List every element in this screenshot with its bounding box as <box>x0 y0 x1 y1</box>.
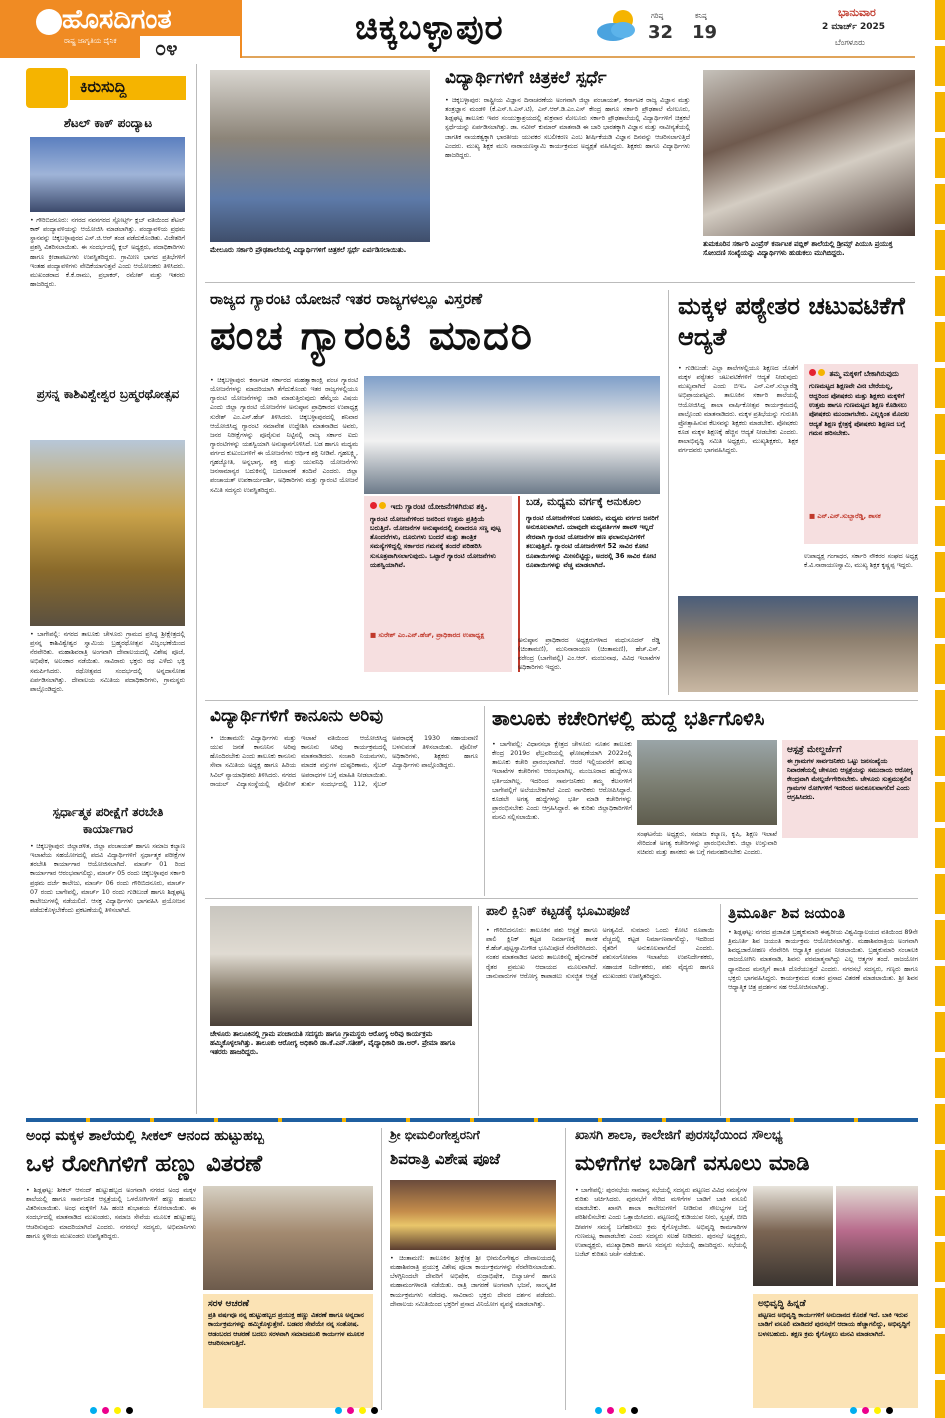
newspaper-logo-icon <box>36 9 62 35</box>
birthday-body: • ಶಿಡ್ಲಘಟ್ಟ: ಶೀಕಲ್ ಆನಂದ್ ಹುಟ್ಟುಹಬ್ಬದ ಅಂಗವಾಗಿ ನಗರದ ಅಂಧ ಮಕ್ಕಳ ಶಾಲೆಯಲ್ಲಿ ಹಾಗೂ ಸಾರ್ವಜನಿಕ ಆಸ್ಪತ್ರೆಯಲ್ಲಿ ಒಳರೋಗಿಗಳಿಗೆ ಹಣ್ಣು ಹಂಪಲು ವಿತರಿಸಲಾಯಿತು. ಅಂಧ ಮಕ್ಕಳಿಗೆ ಸಿಹಿ ಹಂಚಿ ಶುಭಾಶಯ ಕೋರಲಾಯಿತು. ಈ ಸಂದರ್ಭದಲ್ಲಿ ಮಾತನಾಡಿದ ಮುಖಂಡರು, ಸಮಾಜ ಸೇವೆಯ ಮೂಲಕ ಹುಟ್ಟುಹಬ್ಬ ಆಚರಿಸುವುದು ಮಾದರಿಯಾಗಿದೆ ಎಂದರು. ನಗರಸಭೆ ಸದಸ್ಯರು, ಅಭಿಮಾನಿಗಳು ಹಾಗೂ ಸ್ಥಳೀಯ ಮುಖಂಡರು ಉಪಸ್ಥಿತರಿದ್ದರು. <box>26 1187 196 1240</box>
taluk-office-photo <box>637 740 777 825</box>
guarantee-event-photo <box>364 376 660 494</box>
registration-marks <box>850 1407 895 1414</box>
art-contest-headline: ವಿದ್ಯಾರ್ಥಿಗಳಿಗೆ ಚಿತ್ರಕಲೆ ಸ್ಪರ್ಧೆ <box>445 68 607 88</box>
registration-marks <box>595 1407 640 1414</box>
shuttlecock-team-photo <box>30 137 185 212</box>
edition-title: ಚಿಕ್ಕಬಳ್ಳಾಪುರ <box>355 8 504 48</box>
extracurricular-quote-title: ತಮ್ಮ ಮಕ್ಕಳಿಗೆ ಬೇಕಾಗಿರುವುದು <box>829 370 899 378</box>
bullet-icon <box>370 502 377 509</box>
kiru-item2-body: • ಬಾಗೇಪಲ್ಲಿ: ನಗರದ ತಾಲೂಕು ಚೇಳೂರು ಗ್ರಾಮದ ಪ್ರಸಿದ್ಧ ಶ್ರೀಕ್ಷೇತ್ರದಲ್ಲಿ ಪ್ರಸನ್ನ ಕಾಶಿವಿಶ್ವೇಶ್ವರ ಸ್ವಾಮಿಯ ಬ್ರಹ್ಮರಥೋತ್ಸವ ವಿಜೃಂಭಣೆಯಿಂದ ನೆರವೇರಿತು. ಮಹಾಶಿವರಾತ್ರಿ ಅಂಗವಾಗಿ ದೇವಾಲಯದಲ್ಲಿ ವಿಶೇಷ ಪೂಜೆ, ಅಭಿಷೇಕ, ಅಲಂಕಾರ ನಡೆಯಿತು. ಸಾವಿರಾರು ಭಕ್ತರು ರಥ ಎಳೆದು ಭಕ್ತಿ ಸಮರ್ಪಿಸಿದರು. ರಥೋತ್ಸವದ ಸಂದರ್ಭದಲ್ಲಿ ಅನ್ನದಾಸೋಹ ಏರ್ಪಡಿಸಲಾಗಿತ್ತು. ದೇವಾಲಯ ಸಮಿತಿಯ ಪದಾಧಿಕಾರಿಗಳು, ಗ್ರಾಮಸ್ಥರು ಪಾಲ್ಗೊಂಡಿದ್ದರು. <box>30 631 185 693</box>
birthday-kicker: ಅಂಧ ಮಕ್ಕಳ ಶಾಲೆಯಲ್ಲಿ ಸೀಕಲ್ ಆನಂದ ಹುಟ್ಟುಹಬ್ಬ <box>26 1128 264 1144</box>
newspaper-logo: ಹೊಸದಿಗಂತ <box>62 4 172 35</box>
kiru-item1-title: ಶೆಟಲ್ ಕಾಕ್ ಪಂದ್ಯಾಟ <box>63 116 153 130</box>
guarantee-side-title: ಬಡ, ಮಧ್ಯಮ ವರ್ಗಕ್ಕೆ ಅನುಕೂಲ <box>526 496 641 508</box>
side-color-strip <box>935 0 945 1418</box>
temp-max: 32 <box>648 22 674 43</box>
guarantee-side-body2: ಅನುಷ್ಠಾನ ಪ್ರಾಧಿಕಾರದ ಅಧ್ಯಕ್ಷರುಗಳಾದ ಮಧುಸೂದನ್ ರೆಡ್ಡಿ (ಚಿಂತಾಮಣಿ), ಮುನಿನಾರಾಯಣ (ಚಿಂತಾಮಣಿ), ಹೆಚ್.ಎಸ್. ನರೇಂದ್ರ (ಬಾಗೇಪಲ್ಲಿ) ಎಂ.ಆರ್. ಮಂಜುನಾಥ, ವಿವಿಧ ಇಲಾಖೆಗಳ ಅಧಿಕಾರಿಗಳು ಇದ್ದರು. <box>518 637 660 672</box>
rent-box-title: ಅಭಿವೃದ್ಧಿ ಹಿನ್ನಡೆ <box>758 1299 806 1309</box>
date: 2 ಮಾರ್ಚ್ 2025 <box>822 22 886 32</box>
kiru-item3-title: ಸ್ಪರ್ಧಾತ್ಮಕ ಪರೀಕ್ಷೆಗೆ ತರಬೇತಿ ಕಾರ್ಯಾಗಾರ <box>52 805 164 836</box>
school-anniversary-photo <box>678 596 918 692</box>
guarantee-body: • ಚಿಕ್ಕಬಳ್ಳಾಪುರ: ಕರ್ನಾಟಕ ಸರ್ಕಾರದ ಮಹತ್ವಾಕಾಂಕ್ಷಿ ಪಂಚ ಗ್ಯಾರಂಟಿ ಯೋಜನೆಗಳನ್ನು ಮಾದರಿಯಾಗಿ ತೆಗೆದುಕೊಂಡು ಇತರ ರಾಜ್ಯಗಳಲ್ಲಿಯೂ ಗ್ಯಾರಂಟಿ ಯೋಜನೆಗಳನ್ನು ಜಾರಿ ಮಾಡುತ್ತಿರುವುದು ಹೆಮ್ಮೆಯ ವಿಷಯ ಎಂದು ಜಿಲ್ಲಾ ಗ್ಯಾರಂಟಿ ಯೋಜನೆಗಳ ಅನುಷ್ಠಾನ ಪ್ರಾಧಿಕಾರದ ಉಪಾಧ್ಯಕ್ಷ ಸುರೇಶ್ ಎಂ.ಎನ್.ಹೆಚ್ ತಿಳಿಸಿದರು. ಚಿಕ್ಕಬಳ್ಳಾಪುರದಲ್ಲಿ ಶನಿವಾರ ಆಯೋಜಿಸಿದ್ದ ಗ್ಯಾರಂಟಿ ಸಮಾವೇಶ ಉದ್ದೇಶಿಸಿ ಮಾತನಾಡಿದ ಅವರು, ಜನರ ನಿರೀಕ್ಷೆಗಳನ್ನು ಪೂರೈಸುವ ನಿಟ್ಟಿನಲ್ಲಿ ರಾಜ್ಯ ಸರ್ಕಾರ ಐದು ಗ್ಯಾರಂಟಿಗಳನ್ನು ಯಶಸ್ವಿಯಾಗಿ ಅನುಷ್ಠಾನಗೊಳಿಸಿದೆ. ಬಡ ಹಾಗೂ ಮಧ್ಯಮ ವರ್ಗದ ಕುಟುಂಬಗಳಿಗೆ ಈ ಯೋಜನೆಗಳು ಆರ್ಥಿಕ ಶಕ್ತಿ ನೀಡಿವೆ. ಗೃಹಲಕ್ಷ್ಮಿ, ಗೃಹಜ್ಯೋತಿ, ಅನ್ನಭಾಗ್ಯ, ಶಕ್ತಿ ಮತ್ತು ಯುವನಿಧಿ ಯೋಜನೆಗಳು ಜನಸಾಮಾನ್ಯರ ಬದುಕಿನಲ್ಲಿ ಬದಲಾವಣೆ ತಂದಿವೆ ಎಂದರು. ಜಿಲ್ಲಾ ಪಂಚಾಯತ್ ಉಪಕಾರ್ಯದರ್ಶಿ, ಅಧಿಕಾರಿಗಳು ಮತ್ತು ಗ್ಯಾರಂಟಿ ಯೋಜನೆ ಸಮಿತಿ ಸದಸ್ಯರು ಉಪಸ್ಥಿತರಿದ್ದರು. <box>210 377 358 494</box>
taluk-body2: ಸಂಘಟನೆಯ ಅಧ್ಯಕ್ಷರು, ಸಮಾಜ ಕಲ್ಯಾಣ, ಕೃಷಿ, ಶಿಕ್ಷಣ ಇಲಾಖೆ ಸೇರಿದಂತೆ ಅಗತ್ಯ ಕಚೇರಿಗಳನ್ನು ಪ್ರಾರಂಭಿಸಬೇಕು. ಜಿಲ್ಲಾ ಉಸ್ತುವಾರಿ ಸಚಿವರು ಮತ್ತು ಶಾಸಕರು ಈ ಬಗ್ಗೆ ಗಮನಹರಿಸಬೇಕು ಎಂದರು. <box>637 831 777 857</box>
section-divider <box>26 1118 918 1122</box>
councillor-photo-1 <box>753 1186 833 1286</box>
temp-max-label: ಗರಿಷ್ಠ <box>651 12 664 20</box>
kiru-title: ಕಿರುಸುದ್ದಿ <box>80 77 127 96</box>
shiva-body: • ಶಿಡ್ಲಘಟ್ಟ: ನಗರದ ಪ್ರಜಾಪಿತ ಬ್ರಹ್ಮಕುಮಾರಿ ಈಶ್ವರೀಯ ವಿಶ್ವವಿದ್ಯಾಲಯದ ವತಿಯಿಂದ 89ನೇ ತ್ರಿಮೂರ್ತಿ ಶಿವ ಜಯಂತಿ ಕಾರ್ಯಕ್ರಮ ಆಯೋಜಿಸಲಾಗಿತ್ತು. ಮಹಾಶಿವರಾತ್ರಿಯ ಅಂಗವಾಗಿ ಶಿವಧ್ವಜಾರೋಹಣ ನೆರವೇರಿಸಿ ಆಧ್ಯಾತ್ಮಿಕ ಪ್ರವಚನ ನೀಡಲಾಯಿತು. ಬ್ರಹ್ಮಕುಮಾರಿ ಸಂಚಾಲಕಿ ರಾಜಯೋಗಿನಿ ಮಾತನಾಡಿ, ಶಿವನು ಪರಮಾತ್ಮನಾಗಿದ್ದು ಎಲ್ಲ ಆತ್ಮಗಳ ತಂದೆ. ರಾಜಯೋಗ ಧ್ಯಾನದಿಂದ ಮನಸ್ಸಿಗೆ ಶಾಂತಿ ದೊರೆಯುತ್ತದೆ ಎಂದರು. ನಗರಸಭೆ ಸದಸ್ಯರು, ಗಣ್ಯರು ಹಾಗೂ ಭಕ್ತರು ಭಾಗವಹಿಸಿದ್ದರು. ಕಾರ್ಯಕ್ರಮದ ನಂತರ ಪ್ರಸಾದ ವಿತರಣೆ ಮಾಡಲಾಯಿತು. ಶ್ರೀ ಶಿವನ ಆಧ್ಯಾತ್ಮಿಕ ಚಿತ್ರ ಪ್ರದರ್ಶನ ಸಹ ಆಯೋಜಿಸಲಾಗಿತ್ತು. <box>728 929 918 991</box>
extracurricular-body: • ಗುಡಿಬಂಡೆ: ಎಲ್ಲಾ ಶಾಲೆಗಳಲ್ಲಿಯೂ ಶಿಕ್ಷಣದ ಜೊತೆಗೆ ಮಕ್ಕಳ ಪಠ್ಯೇತರ ಚಟುವಟಿಕೆಗಳಿಗೆ ಆದ್ಯತೆ ನೀಡುವುದು ಮುಖ್ಯವಾಗಿದೆ ಎಂದು ಬಿಇಒ ಎನ್.ಎನ್.ಸುಬ್ಬಾರೆಡ್ಡಿ ಅಭಿಪ್ರಾಯಪಟ್ಟರು. ತಾಲೂಕಿನ ಸರ್ಕಾರಿ ಶಾಲೆಯಲ್ಲಿ ಆಯೋಜಿಸಿದ್ದ ಶಾಲಾ ವಾರ್ಷಿಕೋತ್ಸವ ಕಾರ್ಯಕ್ರಮದಲ್ಲಿ ಪಾಲ್ಗೊಂಡು ಮಾತನಾಡಿದರು. ಮಕ್ಕಳ ಪ್ರತಿಭೆಯನ್ನು ಗುರುತಿಸಿ ಪ್ರೋತ್ಸಾಹಿಸುವ ಕೆಲಸವನ್ನು ಶಿಕ್ಷಕರು ಮಾಡಬೇಕು. ಪೋಷಕರು ಕೂಡ ಮಕ್ಕಳ ಶಿಕ್ಷಣಕ್ಕೆ ಹೆಚ್ಚಿನ ಆದ್ಯತೆ ನೀಡಬೇಕು ಎಂದರು. ಶಾಲಾಭಿವೃದ್ಧಿ ಸಮಿತಿ ಅಧ್ಯಕ್ಷರು, ಮುಖ್ಯಶಿಕ್ಷಕರು, ಶಿಕ್ಷಕ ವರ್ಗದವರು ಭಾಗವಹಿಸಿದ್ದರು. <box>678 365 798 455</box>
kiru-item3-body: • ಚಿಕ್ಕಬಳ್ಳಾಪುರ: ಜಿಲ್ಲಾಡಳಿತ, ಜಿಲ್ಲಾ ಪಂಚಾಯತ್ ಹಾಗೂ ಸಮಾಜ ಕಲ್ಯಾಣ ಇಲಾಖೆಯ ಸಹಯೋಗದಲ್ಲಿ ಪದವಿ ವಿದ್ಯಾರ್ಥಿಗಳಿಗೆ ಸ್ಪರ್ಧಾತ್ಮಕ ಪರೀಕ್ಷೆಗಳ ತರಬೇತಿ ಕಾರ್ಯಾಗಾರ ಆಯೋಜಿಸಲಾಗಿದೆ. ಮಾರ್ಚ್ 01 ರಿಂದ ಕಾರ್ಯಾಗಾರ ಆರಂಭವಾಗಲಿದ್ದು, ಮಾರ್ಚ್ 05 ರಂದು ಚಿಕ್ಕಬಳ್ಳಾಪುರ ಸರ್ಕಾರಿ ಪ್ರಥಮ ದರ್ಜೆ ಕಾಲೇಜು, ಮಾರ್ಚ್ 06 ರಂದು ಗೌರಿಬಿದನೂರು, ಮಾರ್ಚ್ 07 ರಂದು ಬಾಗೇಪಲ್ಲಿ, ಮಾರ್ಚ್ 10 ರಂದು ಗುಡಿಬಂಡೆ ಹಾಗೂ ಶಿಡ್ಲಘಟ್ಟ ಕಾಲೇಜುಗಳಲ್ಲಿ ನಡೆಯಲಿದೆ. ಆಸಕ್ತ ವಿದ್ಯಾರ್ಥಿಗಳು ಭಾಗವಹಿಸಿ ಪ್ರಯೋಜನ ಪಡೆದುಕೊಳ್ಳಬೇಕೆಂದು ಪ್ರಕಟಣೆಯಲ್ಲಿ ತಿಳಿಸಲಾಗಿದೆ. <box>30 843 185 914</box>
guarantee-quote-title: ಇದು ಗ್ಯಾರಂಟಿ ಯೋಜನೆಗಳಿಗಿರುವ ಶಕ್ತಿ. <box>390 502 488 511</box>
kiru-header <box>26 68 186 108</box>
law-body: • ಚಿಂತಾಮಣಿ: ವಿದ್ಯಾರ್ಥಿಗಳು ಮತ್ತು ಯುವ ಜನತೆ ಕಾನೂನಿನ ಅರಿವು ಹೊಂದಿರಬೇಕು ಎಂದು ತಾಲೂಕು ಕಾನೂನು ಸೇವಾ ಸಮಿತಿಯ ಅಧ್ಯಕ್ಷ ಹಾಗೂ ಹಿರಿಯ ಸಿವಿಲ್ ನ್ಯಾಯಾಧೀಶರು ತಿಳಿಸಿದರು. ನಗರದ ರಾಯಲ್ ವಿದ್ಯಾಸಂಸ್ಥೆಯಲ್ಲಿ ಪೊಲೀಸ್ ಇಲಾಖೆ ವತಿಯಿಂದ ಆಯೋಜಿಸಿದ್ದ ಕಾನೂನು ಅರಿವು ಕಾರ್ಯಕ್ರಮದಲ್ಲಿ ಮಾತನಾಡಿದರು. ಸಂಚಾರಿ ನಿಯಮಗಳು, ಮಾದಕ ವಸ್ತುಗಳ ದುಷ್ಪರಿಣಾಮ, ಸೈಬರ್ ಅಪರಾಧಗಳ ಬಗ್ಗೆ ಮಾಹಿತಿ ನೀಡಲಾಯಿತು. ತುರ್ತು ಸಂದರ್ಭದಲ್ಲಿ 112, ಸೈಬರ್ ಅಪರಾಧಕ್ಕೆ 1930 ಸಹಾಯವಾಣಿ ಬಳಸುವಂತೆ ತಿಳಿಸಲಾಯಿತು. ಪೊಲೀಸ್ ಅಧಿಕಾರಿಗಳು, ಶಿಕ್ಷಕರು ಹಾಗೂ ವಿದ್ಯಾರ್ಥಿಗಳು ಪಾಲ್ಗೊಂಡಿದ್ದರು. <box>210 735 478 788</box>
page-number: ೦೪ <box>155 36 178 60</box>
guarantee-quote-body: ಗ್ಯಾರಂಟಿ ಯೋಜನೆಗಳಿಂದ ಜನರಿಂದ ಉತ್ತಮ ಪ್ರತಿಕ್ರಿಯೆ ಬರುತ್ತಿದೆ. ಯೋಜನೆಗಳ ಅನುಷ್ಠಾನದಲ್ಲಿ ಏನಾದರೂ ಸಣ್ಣ ಪುಟ್ಟ ತೊಂದರೆಗಳು, ದೂರುಗಳು ಬಂದರೆ ಮತ್ತು ತಾಂತ್ರಿಕ ಸಮಸ್ಯೆಗಳಿದ್ದಲ್ಲಿ ಸರ್ಕಾರದ ಗಮನಕ್ಕೆ ತಂದರೆ ಪರಿಹರಿಸಿ ಸುಸೂತ್ರವಾಗಿಸಲಾಗುವುದು. ಒಟ್ಟಾರೆ ಗ್ಯಾರಂಟಿ ಯೋಜನೆಗಳು ಯಶಸ್ವಿಯಾಗಿವೆ. <box>370 514 501 569</box>
right-photo-caption: ತುಮಕೂರಿನ ಸರ್ಕಾರಿ ಎಂಪ್ರೆಸ್ ಕರ್ನಾಟಕ ಪಬ್ಲಿಕ್ ಶಾಲೆಯಲ್ಲಿ ಡ್ರೀಮ್ಸ್ ಪಿಯುಸಿ ಪ್ರಯುಕ್ತ ಸೋಂದಣಿ ಸಂಖ್ಯೆಯನ್ನು ವಿದ್ಯಾರ್ಥಿಗಳು ಹುಡುಕಲು ಮುಗಿಬಿದ್ದರು. <box>703 240 893 258</box>
hospital-box-body: ಈ ಗ್ರಾಮಗಳ ಸಾರ್ವಜನಿಕರು ಒಟ್ಟು ಜನಸಂಖ್ಯೆಯ ನಿವಾರಣೆಯಲ್ಲಿ ಚೇಳೂರು ಆಸ್ಪತ್ರೆಯನ್ನು ಸಮುದಾಯ ಆರೋಗ್ಯ ಕೇಂದ್ರವಾಗಿ ಮೇಲ್ದರ್ಜೆಗೇರಿಸಬೇಕು. ಚೇಳೂರು ಸುತ್ತಮುತ್ತಲಿನ ಗ್ರಾಮಗಳ ರೋಗಿಗಳಿಗೆ ಇದರಿಂದ ಅನುಕೂಲವಾಗಲಿದೆ ಎಂದು ಆಗ್ರಹಿಸಿದರು. <box>787 757 913 801</box>
taluk-body: • ಬಾಗೇಪಲ್ಲಿ: ವಿಧಾನಸಭಾ ಕ್ಷೇತ್ರದ ಚೇಳೂರು ನೂತನ ತಾಲೂಕು ಕೇಂದ್ರ 2019ರ ಫೆಬ್ರವರಿಯಲ್ಲಿ ಘೋಷಣೆಯಾಗಿ 2022ರಲ್ಲಿ ತಾಲೂಕು ಕಚೇರಿ ಪ್ರಾರಂಭವಾಗಿದೆ. ಆದರೆ ಇಲ್ಲಿಯವರೆಗೆ ಹಲವು ಇಲಾಖೆಗಳ ಕಚೇರಿಗಳು ಆರಂಭವಾಗಿಲ್ಲ. ಮಂಜೂರಾದ ಹುದ್ದೆಗಳೂ ಭರ್ತಿಯಾಗಿಲ್ಲ. ಇದರಿಂದ ಸಾರ್ವಜನಿಕರು ತಮ್ಮ ಕೆಲಸಗಳಿಗೆ ಬಾಗೇಪಲ್ಲಿಗೆ ಅಲೆಯಬೇಕಾಗಿದೆ ಎಂದು ನಾಗರಿಕರು ಆರೋಪಿಸಿದ್ದಾರೆ. ಕೂಡಲೇ ಅಗತ್ಯ ಹುದ್ದೆಗಳನ್ನು ಭರ್ತಿ ಮಾಡಿ ಕಚೇರಿಗಳನ್ನು ಪ್ರಾರಂಭಿಸಬೇಕು ಎಂದು ಆಗ್ರಹಿಸಿದ್ದಾರೆ. ಈ ಕುರಿತು ಜಿಲ್ಲಾಧಿಕಾರಿಗಳಿಗೆ ಮನವಿ ಸಲ್ಲಿಸಲಾಯಿತು. <box>492 741 632 821</box>
rent-kicker: ಖಾಸಗಿ ಶಾಲಾ, ಕಾಲೇಜಿಗೆ ಪುರಸಭೆಯಿಂದ ಸೌಲಭ್ಯ <box>575 1128 783 1143</box>
simple-celebration-box <box>203 1294 373 1408</box>
rent-box-body: ಪಟ್ಟಣದ ಅಭಿವೃದ್ಧಿ ಕಾರ್ಯಗಳಿಗೆ ಅನುದಾನದ ಕೊರತೆ ಇದೆ. ಬಾಕಿ ಇರುವ ಬಾಡಿಗೆ ವಸೂಲಿ ಮಾಡಿದರೆ ಪುರಸಭೆಗೆ ಆದಾಯ ಹೆಚ್ಚಾಗಲಿದ್ದು, ಅಭಿವೃದ್ಧಿಗೆ ಬಳಸಬಹುದು. ತಕ್ಷಣ ಕ್ರಮ ಕೈಗೊಳ್ಳಲು ಮನವಿ ಮಾಡಲಾಗಿದೆ. <box>758 1311 910 1338</box>
councillor-photo-2 <box>836 1186 918 1286</box>
city: ಬೆಂಗಳೂರು <box>835 38 865 47</box>
taluk-headline: ತಾಲೂಕು ಕಚೇರಿಗಳಲ್ಲಿ ಹುದ್ದೆ ಭರ್ತಿಗೊಳಿಸಿ <box>492 706 765 730</box>
temp-min-label: ಕನಿಷ್ಠ <box>695 12 707 20</box>
rent-body: • ಬಾಗೇಪಲ್ಲಿ: ಪುರಸಭೆಯ ಸಾಮಾನ್ಯ ಸಭೆಯಲ್ಲಿ ಸದಸ್ಯರು ಪಟ್ಟಣದ ವಿವಿಧ ಸಮಸ್ಯೆಗಳ ಕುರಿತು ಚರ್ಚಿಸಿದರು. ಪುರಸಭೆಗೆ ಸೇರಿದ ಮಳಿಗೆಗಳ ಬಾಡಿಗೆ ಬಾಕಿ ವಸೂಲಿ ಮಾಡಬೇಕು. ಖಾಸಗಿ ಶಾಲಾ ಕಾಲೇಜುಗಳಿಗೆ ನೀಡಿರುವ ಸೌಲಭ್ಯಗಳ ಬಗ್ಗೆ ಪರಿಶೀಲಿಸಬೇಕು ಎಂದು ಒತ್ತಾಯಿಸಿದರು. ಪಟ್ಟಣದಲ್ಲಿ ಕುಡಿಯುವ ನೀರು, ಸ್ವಚ್ಛತೆ, ಬೀದಿ ದೀಪಗಳ ಸಮಸ್ಯೆ ಬಗೆಹರಿಸಲು ಕ್ರಮ ಕೈಗೊಳ್ಳಬೇಕು. ಅಭಿವೃದ್ಧಿ ಕಾಮಗಾರಿಗಳ ಗುಣಮಟ್ಟ ಕಾಪಾಡಬೇಕು ಎಂದು ಸದಸ್ಯರು ಸಲಹೆ ನೀಡಿದರು. ಪುರಸಭೆ ಅಧ್ಯಕ್ಷರು, ಉಪಾಧ್ಯಕ್ಷರು, ಮುಖ್ಯಾಧಿಕಾರಿ ಹಾಗೂ ಸದಸ್ಯರು ಸಭೆಯಲ್ಲಿ ಹಾಜರಿದ್ದರು. ಸಭೆಯಲ್ಲಿ ಬಜೆಟ್ ಕುರಿತೂ ಚರ್ಚೆ ನಡೆಯಿತು. <box>575 1187 747 1258</box>
extracurricular-quote-box <box>804 364 918 544</box>
registration-marks <box>90 1407 135 1414</box>
law-headline: ವಿದ್ಯಾರ್ಥಿಗಳಿಗೆ ಕಾನೂನು ಅರಿವು <box>210 706 384 726</box>
temple-pooja-photo <box>390 1180 556 1250</box>
guarantee-side-body: ಗ್ಯಾರಂಟಿ ಯೋಜನೆಗಳಿಂದ ಬಡವರು, ಮಧ್ಯಮ ವರ್ಗದ ಜನರಿಗೆ ಅನುಕೂಲವಾಗಿದೆ. ಯಾವುದೇ ಮಧ್ಯವರ್ತಿಗಳ ಹಾವಳಿ ಇಲ್ಲದೆ ನೇರವಾಗಿ ಗ್ಯಾರಂಟಿ ಯೋಜನೆಗಳ ಹಣ ಫಲಾನುಭವಿಗಳಿಗೆ ತಲುಪುತ್ತಿದೆ. ಗ್ಯಾರಂಟಿ ಯೋಜನೆಗಳಿಗೆ 52 ಸಾವಿರ ಕೋಟಿ ರೂಪಾಯಿಗಳನ್ನು ಮೀಸಲಿಟ್ಟಿದ್ದು, ಅದರಲ್ಲಿ 36 ಸಾವಿರ ಕೋಟಿ ರೂಪಾಯಿಗಳನ್ನು ವೆಚ್ಚ ಮಾಡಲಾಗಿದೆ. <box>526 513 659 570</box>
shivaratri-headline: ಶಿವರಾತ್ರಿ ವಿಶೇಷ ಪೂಜೆ <box>390 1150 500 1168</box>
extracurricular-headline: ಮಕ್ಕಳ ಪಠ್ಯೇತರ ಚಟುವಟಿಕೆಗೆ ಆದ್ಯತೆ <box>678 291 905 352</box>
birthday-headline: ಒಳ ರೋಗಿಗಳಿಗೆ ಹಣ್ಣು ವಿತರಣೆ <box>26 1150 263 1177</box>
hospital-box-title: ಆಸ್ಪತ್ರೆ ಮೇಲ್ದರ್ಜೆಗೆ <box>787 745 842 755</box>
masthead-band <box>242 0 915 58</box>
art-contest-body: • ಚಿಕ್ಕಬಳ್ಳಾಪುರ: ರಾಷ್ಟ್ರೀಯ ವಿಜ್ಞಾನ ದಿನಾಚರಣೆಯ ಅಂಗವಾಗಿ ಜಿಲ್ಲಾ ಪಂಚಾಯತ್, ಕರ್ನಾಟಕ ರಾಜ್ಯ ವಿಜ್ಞಾನ ಮತ್ತು ತಂತ್ರಜ್ಞಾನ ಮಂಡಳಿ (ಕೆ.ಎಸ್.ಸಿ.ಎಸ್.ಟಿ), ಎನ್.ಆರ್.ಡಿ.ಎಂ.ಎಸ್ ಕೇಂದ್ರ ಹಾಗೂ ಸರ್ಕಾರಿ ಪ್ರೌಢಶಾಲೆ ಮೇಲೂರು, ಶಿಡ್ಲಘಟ್ಟ ತಾಲೂಕು ಇವರ ಸಂಯುಕ್ತಾಶ್ರಯದಲ್ಲಿ ಶುಕ್ರವಾರ ಮೇಲೂರು ಸರ್ಕಾರಿ ಪ್ರೌಢಶಾಲೆಯಲ್ಲಿ ವಿದ್ಯಾರ್ಥಿಗಳಿಗೆ ಚಿತ್ರಕಲೆ ಸ್ಪರ್ಧೆಯನ್ನು ಏರ್ಪಡಿಸಲಾಗಿತ್ತು. ಡಾ. ನವೀನ್ ಕುಮಾರ್ ಮಾತನಾಡಿ ಈ ಬಾರಿ ಭಾರತಕ್ಕಾಗಿ ವಿಜ್ಞಾನ ಮತ್ತು ನಾವೀನ್ಯತೆಯಲ್ಲಿ ಜಾಗತಿಕ ನಾಯಕತ್ವಕ್ಕಾಗಿ ಭಾರತೀಯ ಯುವಕರ ಸಬಲೀಕರಣ ಎಂಬ ಶೀರ್ಷಿಕೆಯಡಿ ವಿಜ್ಞಾನ ದಿನವನ್ನು ಆಚರಿಸಲಾಗುತ್ತಿದೆ ಎಂದರು. ಮುಖ್ಯ ಶಿಕ್ಷಕ ಮುನಿ ನಾರಾಯಣಸ್ವಾಮಿ ಕಾರ್ಯಕ್ರಮದ ಅಧ್ಯಕ್ಷತೆ ವಹಿಸಿದ್ದರು. ಶಿಕ್ಷಕರು ಹಾಗೂ ವಿದ್ಯಾರ್ಥಿಗಳು ಹಾಜರಿದ್ದರು. <box>445 97 690 159</box>
health-card-caption: ಚೇಳೂರು ತಾಲೂಕಿನಲ್ಲಿ ಗ್ರಾಮ ಪಂಚಾಯತಿ ಸದಸ್ಯರು ಹಾಗೂ ಗ್ರಾಮಸ್ಥರು ಆರೋಗ್ಯ ಅರಿವು ಕಾರ್ಯಕ್ರಮ ಹಮ್ಮಿಕೊಳ್ಳಲಾಗಿತ್ತು. ತಾಲೂಕು ಆರೋಗ್ಯ ಅಧಿಕಾರಿ ಡಾ.ಕೆ.ಎನ್.ಸತೀಶ್, ವೈದ್ಯಾಧಿಕಾರಿ ಡಾ.ಅರ್. ಪ್ರೇಮಾ ಹಾಗೂ ಇತರರು ಹಾಜರಿದ್ದರು. <box>210 1030 456 1057</box>
day-name: ಭಾನುವಾರ <box>838 6 876 19</box>
chariot-festival-photo <box>30 440 185 626</box>
clinic-headline: ಪಾಲಿ ಕ್ಲಿನಿಕ್ ಕಟ್ಟಡಕ್ಕೆ ಭೂಮಿಪೂಜೆ <box>486 904 630 919</box>
extracurricular-quote-body: ಗುಣಮಟ್ಟದ ಶಿಕ್ಷಣವೇ ವಿನಃ ಬೇರೆಯಲ್ಲ, ಆದ್ದರಿಂದ ಪೋಷಕರು ಮತ್ತು ಶಿಕ್ಷಕರು ಮಕ್ಕಳಿಗೆ ಉತ್ತಮ ಹಾಗೂ ಗುಣಮಟ್ಟದ ಶಿಕ್ಷಣ ಕೊಡಿಸಲು ಪೋಷಕರು ಮುಂದಾಗಬೇಕು. ಎಲ್ಲಕ್ಕಿಂತ ಮೊದಲ ಆದ್ಯತೆ ಶಿಕ್ಷಣ ಕ್ಷೇತ್ರಕ್ಕೆ ಪೋಷಕರು ಶಿಕ್ಷಣದ ಬಗ್ಗೆ ಗಮನ ಹರಿಸಬೇಕು. <box>809 382 910 438</box>
guarantee-kicker: ರಾಜ್ಯದ ಗ್ಯಾರಂಟಿ ಯೋಜನೆ ಇತರ ರಾಜ್ಯಗಳಲ್ಲೂ ವಿಸ್ತರಣೆ <box>210 290 483 308</box>
art-photo-caption: ಮೇಲೂರು ಸರ್ಕಾರಿ ಪ್ರೌಢಶಾಲೆಯಲ್ಲಿ ವಿದ್ಯಾರ್ಥಿಗಳಿಗೆ ಚಿತ್ರಕಲೆ ಸ್ಪರ್ಧೆ ಏರ್ಪಡಿಸಲಾಯಿತು. <box>210 246 407 254</box>
bullet-icon <box>809 369 816 376</box>
birthday-box-title: ಸರಳ ಆಚರಣೆ <box>208 1299 249 1309</box>
hospital-box <box>782 740 918 838</box>
shivaratri-kicker: ಶ್ರೀ ಭೀಮಲಿಂಗೇಶ್ವರನಿಗೆ <box>390 1128 480 1142</box>
development-box <box>753 1294 918 1408</box>
extracurricular-quote-author: ■ ಎನ್.ಎನ್.ಸುಬ್ಬಾರೆಡ್ಡಿ, ಶಾಸಕ <box>809 512 881 521</box>
temp-min: 19 <box>692 22 718 43</box>
kiru-item2-title: ಪ್ರಸನ್ನ ಕಾಶಿವಿಶ್ವೇಶ್ವರ ಬ್ರಹ್ಮರಥೋತ್ಸವ <box>36 387 180 401</box>
students-searching-photo <box>703 70 915 236</box>
health-awareness-photo <box>210 906 472 1026</box>
rent-headline: ಮಳಿಗೆಗಳ ಬಾಡಿಗೆ ವಸೂಲು ಮಾಡಿ <box>575 1150 810 1175</box>
classroom-art-contest-photo <box>210 70 430 242</box>
guarantee-quote-author: ■ ಸುರೇಶ್ ಎಂ.ಎನ್.ಹೆಚ್, ಪ್ರಾಧಿಕಾರದ ಉಪಾಧ್ಯಕ್ಷ <box>370 630 485 639</box>
shiva-headline: ತ್ರಿಮೂರ್ತಿ ಶಿವ ಜಯಂತಿ <box>728 904 846 922</box>
bullet-icon <box>379 502 386 509</box>
birthday-school-photo <box>203 1186 373 1290</box>
guarantee-headline: ಪಂಚ ಗ್ಯಾರಂಟಿ ಮಾದರಿ <box>210 312 534 359</box>
clinic-body: • ಗೌರಿಬಿದನೂರು: ತಾಲೂಕಿನ ಪಶು ಆಸ್ಪತ್ರೆ ಹಾಗೂ ಪಾಲಿ ಕ್ಲಿನಿಕ್ ಕಟ್ಟಡ ನಿರ್ಮಾಣಕ್ಕೆ ಶಾಸಕ ಕೆ.ಹೆಚ್.ಪುಟ್ಟಸ್ವಾಮಿಗೌಡ ಭೂಮಿಪೂಜೆ ನೆರವೇರಿಸಿದರು. ನಂತರ ಮಾತನಾಡಿದ ಅವರು ತಾಲೂಕಿನಲ್ಲಿ ಹೈನುಗಾರಿಕೆ ರೈತರ ಪ್ರಮುಖ ಆದಾಯದ ಮೂಲವಾಗಿದೆ. ಜಾನುವಾರುಗಳ ಆರೋಗ್ಯ ಕಾಪಾಡಲು ಸುಸಜ್ಜಿತ ಆಸ್ಪತ್ರೆ ಅಗತ್ಯವಿದೆ. ಸುಮಾರು ಒಂದು ಕೋಟಿ ರೂಪಾಯಿ ವೆಚ್ಚದಲ್ಲಿ ಕಟ್ಟಡ ನಿರ್ಮಾಣವಾಗಲಿದ್ದು, ಇದರಿಂದ ರೈತರಿಗೆ ಅನುಕೂಲವಾಗಲಿದೆ ಎಂದರು. ಪಶುಸಂಗೋಪನಾ ಇಲಾಖೆಯ ಉಪನಿರ್ದೇಶಕರು, ಸಹಾಯಕ ನಿರ್ದೇಶಕರು, ಪಶು ವೈದ್ಯರು ಹಾಗೂ ಮುಖಂಡರು ಉಪಸ್ಥಿತರಿದ್ದರು. <box>486 927 714 980</box>
newspaper-tagline: ರಾಷ್ಟ್ರ ಜಾಗೃತಿಯ ದೈನಿಕ <box>64 37 117 45</box>
kiru-item1-body: • ಗೌರಿಬಿದನೂರು: ನಗರದ ನವನಗರದ ಸ್ಪೋರ್ಟ್ಸ್ ಕ್ಲಬ್ ವತಿಯಿಂದ ಶೆಟಲ್ ಕಾಕ್ ಪಂದ್ಯಾವಳಿಯನ್ನು ಆಯೋಜಿಸಿ ಮಾಡಲಾಗಿತ್ತು. ಪಂದ್ಯಾವಳಿಯ ಪ್ರಥಮ ಸ್ಥಾನವನ್ನು ಚಿಕ್ಕಬಳ್ಳಾಪುರದ ಎಸ್.ಜಿ.ಆರ್ ತಂಡ ಪಡೆದುಕೊಂಡಿತು. ವಿಜೇತರಿಗೆ ಪ್ರಶಸ್ತಿ ವಿತರಿಸಲಾಯಿತು. ಈ ಸಂದರ್ಭದಲ್ಲಿ ಕ್ಲಬ್ ಅಧ್ಯಕ್ಷರು, ಪದಾಧಿಕಾರಿಗಳು ಹಾಗೂ ಕ್ರೀಡಾಪಟುಗಳು ಉಪಸ್ಥಿತರಿದ್ದರು. ಗ್ರಾಮೀಣ ಭಾಗದ ಪ್ರತಿಭೆಗಳಿಗೆ ಇಂತಹ ಪಂದ್ಯಾವಳಿಗಳು ವೇದಿಕೆಯಾಗುತ್ತವೆ ಎಂದು ಆಯೋಜಕರು ತಿಳಿಸಿದರು. ಮುಖಂಡರಾದ ಕೆ.ಕೆ.ರಾಮು, ಪ್ರಭಾಕರ್, ರಮೇಶ್ ಮತ್ತು ಇತರರು ಹಾಜರಿದ್ದರು. <box>30 217 185 288</box>
bullet-icon <box>818 369 825 376</box>
hand-icon <box>26 68 68 108</box>
birthday-box-body: ಪ್ರತಿ ವರ್ಷವೂ ನನ್ನ ಹುಟ್ಟುಹಬ್ಬದ ಪ್ರಯುಕ್ತ ಹಣ್ಣು ವಿತರಣೆ ಹಾಗೂ ಅನ್ನದಾನ ಕಾರ್ಯಕ್ರಮಗಳನ್ನು ಹಮ್ಮಿಕೊಳ್ಳುತ್ತೇನೆ. ಬಡವರ ಸೇವೆಯೇ ನನ್ನ ಸಂತೋಷ. ಆಡಂಬರದ ಆಚರಣೆ ಬದಲು ಸರಳವಾಗಿ ಸಮಾಜಮುಖಿ ಕಾರ್ಯಗಳ ಮೂಲಕ ಆಚರಿಸಲಾಗುತ್ತಿದೆ. <box>208 1311 364 1347</box>
guarantee-quote-box <box>364 496 512 672</box>
partly-cloudy-icon <box>593 8 641 42</box>
extracurricular-body2: ಉಪಾಧ್ಯಕ್ಷ ಗಂಗಾಧರ, ಸರ್ಕಾರಿ ನೌಕರರ ಸಂಘದ ಅಧ್ಯಕ್ಷ ಕೆ.ವಿ.ನಾರಾಯಣಸ್ವಾಮಿ, ಮುಖ್ಯ ಶಿಕ್ಷಕ ಕೃಷ್ಣಪ್ಪ ಇದ್ದರು. <box>804 553 918 570</box>
shivaratri-body: • ಚಿಂತಾಮಣಿ: ತಾಲೂಕಿನ ಶ್ರೀಕ್ಷೇತ್ರ ಶ್ರೀ ಭೀಮಲಿಂಗೇಶ್ವರ ದೇವಾಲಯದಲ್ಲಿ ಮಹಾಶಿವರಾತ್ರಿ ಪ್ರಯುಕ್ತ ವಿಶೇಷ ಪೂಜಾ ಕಾರ್ಯಕ್ರಮಗಳನ್ನು ನೆರವೇರಿಸಲಾಯಿತು. ಬೆಳಗ್ಗಿನಿಂದಲೇ ದೇವರಿಗೆ ಅಭಿಷೇಕ, ರುದ್ರಾಭಿಷೇಕ, ಬಿಲ್ವಾರ್ಚನೆ ಹಾಗೂ ಮಹಾಮಂಗಳಾರತಿ ನಡೆಯಿತು. ರಾತ್ರಿ ಜಾಗರಣೆ ಅಂಗವಾಗಿ ಭಜನೆ, ಸಾಂಸ್ಕೃತಿಕ ಕಾರ್ಯಕ್ರಮಗಳು ನಡೆದವು. ಸಾವಿರಾರು ಭಕ್ತರು ದೇವರ ದರ್ಶನ ಪಡೆದರು. ದೇವಾಲಯ ಸಮಿತಿಯಿಂದ ಭಕ್ತರಿಗೆ ಪ್ರಸಾದ ವಿನಿಯೋಗ ವ್ಯವಸ್ಥೆ ಮಾಡಲಾಗಿತ್ತು. <box>390 1255 556 1308</box>
registration-marks <box>335 1407 380 1414</box>
